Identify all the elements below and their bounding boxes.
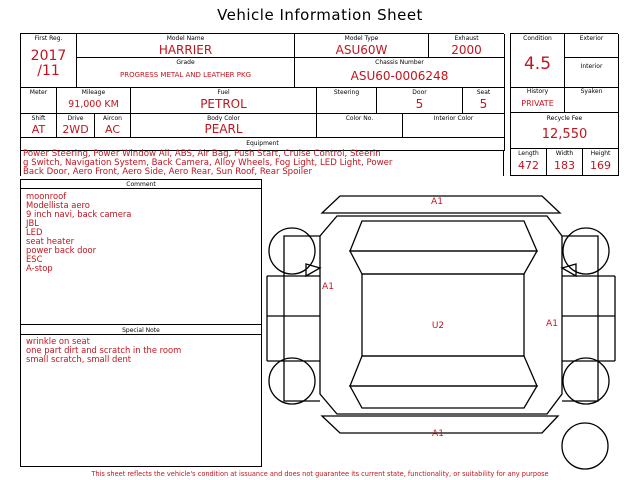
roof-shape — [362, 274, 524, 356]
damage-mark-left: A1 — [322, 282, 334, 292]
drive-cell — [57, 114, 95, 138]
seat-label: Seat — [476, 89, 491, 96]
height-value: 169 — [590, 159, 611, 172]
special-note-line: wrinkle on seat — [26, 336, 90, 346]
model-type-label: Model Type — [344, 35, 379, 42]
condition-table — [510, 33, 618, 87]
drive-value: 2WD — [62, 123, 89, 136]
equipment-box — [20, 150, 504, 176]
shift-value: AT — [31, 123, 46, 136]
door-value: 5 — [415, 97, 424, 111]
recycle-fee-value: 12,550 — [541, 127, 588, 142]
exhaust-label: Exhaust — [454, 35, 479, 42]
history-label: History — [526, 88, 549, 95]
condition-value: 4.5 — [523, 54, 552, 74]
first-reg-label: First Reg. — [34, 35, 63, 42]
damage-mark-rear: A1 — [432, 429, 444, 439]
interior-label: Interior — [580, 63, 603, 70]
body-color-cell — [131, 114, 317, 138]
interior-color-cell — [403, 114, 505, 138]
damage-mark-front: A1 — [431, 197, 443, 207]
rear-left-wheel-icon — [269, 358, 315, 404]
syaken-label: Syaken — [580, 88, 603, 95]
special-note-label: Special Note — [122, 327, 160, 334]
door-label: Door — [412, 89, 427, 96]
damage-mark-roof: U2 — [431, 321, 445, 331]
shift-label: Shift — [31, 115, 46, 122]
trunk-shape — [350, 386, 537, 408]
equipment-line: Back Door, Aero Front, Aero Side, Aero Rear, Sun Roof, Rear Spoiler — [23, 167, 312, 177]
comment-line: LED — [26, 227, 43, 237]
comment-header — [21, 180, 261, 189]
condition-label: Condition — [523, 35, 552, 42]
first-reg-cell — [21, 34, 77, 88]
grade-cell — [77, 58, 295, 88]
fuel-cell — [131, 88, 317, 114]
mileage-value: 91,000 KM — [68, 99, 119, 110]
front-right-wheel-icon — [563, 228, 609, 274]
first-reg-year: 2017 — [30, 48, 67, 64]
seat-cell — [463, 88, 505, 114]
width-value: 183 — [554, 159, 575, 172]
body-color-value: PEARL — [204, 122, 243, 136]
comment-line: seat heater — [26, 236, 75, 246]
special-note-box — [20, 325, 262, 467]
aircon-cell — [95, 114, 131, 138]
width-label: Width — [555, 150, 574, 157]
drive-label: Drive — [67, 115, 84, 122]
model-name-cell — [77, 34, 295, 58]
first-reg-month: /11 — [37, 63, 60, 79]
width-cell — [547, 149, 583, 176]
color-no-label: Color No. — [345, 115, 374, 122]
condition-cell — [511, 34, 565, 88]
hood-shape — [350, 221, 537, 251]
history-value: PRIVATE — [521, 99, 554, 108]
body-outline — [320, 216, 562, 414]
meter-label: Meter — [29, 89, 48, 96]
length-label: Length — [518, 150, 539, 157]
damage-mark-right: A1 — [546, 319, 558, 329]
right-side-outline — [562, 236, 598, 401]
fuel-label: Fuel — [217, 89, 230, 96]
chassis-label: Chassis Number — [375, 59, 424, 66]
door-cell — [377, 88, 463, 114]
exterior-cell — [565, 34, 619, 58]
sheet-title: Vehicle Information Sheet — [217, 6, 423, 24]
exterior-label: Exterior — [579, 35, 604, 42]
interior-color-label: Interior Color — [433, 115, 474, 122]
special-note-line: one part dirt and scratch in the room — [26, 345, 182, 355]
chassis-value: ASU60-0006248 — [350, 69, 449, 83]
comment-line: A-stop — [26, 263, 53, 273]
length-cell — [511, 149, 547, 176]
interior-cell — [565, 58, 619, 88]
equipment-line: Power Steering, Power Window All, ABS, Air Bag, Push Start, Cruise Control, Steerin — [23, 149, 381, 159]
comment-line: 9 inch navi, back camera — [26, 209, 132, 219]
shift-cell — [21, 114, 57, 138]
comment-line: Modellista aero — [26, 200, 90, 210]
aircon-label: Aircon — [103, 115, 122, 122]
syaken-cell — [565, 87, 619, 113]
model-name-label: Model Name — [166, 35, 205, 42]
exhaust-value: 2000 — [451, 43, 482, 57]
comment-line: ESC — [26, 254, 43, 264]
special-note-list — [26, 337, 258, 364]
comment-label: Comment — [126, 181, 156, 188]
steering-cell — [317, 88, 377, 114]
comment-line: power back door — [26, 245, 97, 255]
model-name-value: HARRIER — [158, 43, 213, 57]
disclaimer-footer: This sheet reflects the vehicle's condition at issuance and does not guarantee its current state, functionality, or suitability for any purpose — [91, 470, 549, 478]
recycle-fee-cell — [511, 113, 619, 149]
equipment-label: Equipment — [246, 140, 279, 147]
aircon-value: AC — [104, 123, 120, 136]
length-value: 472 — [518, 159, 539, 172]
history-cell — [511, 87, 565, 113]
recycle-fee-label: Recycle Fee — [546, 115, 583, 122]
mileage-label: Mileage — [81, 89, 106, 96]
special-note-line: small scratch, small dent — [26, 354, 132, 364]
meter-cell — [21, 88, 57, 114]
mileage-cell — [57, 88, 131, 114]
fuel-value: PETROL — [200, 97, 247, 111]
comment-line: moonroof — [26, 191, 67, 201]
seat-value: 5 — [479, 97, 488, 111]
steering-label: Steering — [333, 89, 360, 96]
grade-value: PROGRESS METAL AND LEATHER PKG — [119, 71, 252, 79]
front-left-wheel-icon — [269, 228, 315, 274]
rear-right-wheel-icon — [563, 358, 609, 404]
history-table — [510, 87, 618, 176]
comment-box — [20, 179, 262, 325]
height-cell — [583, 149, 619, 176]
model-type-value: ASU60W — [335, 43, 388, 57]
comment-line: JBL — [26, 218, 39, 228]
comment-list — [26, 192, 258, 273]
special-note-header — [21, 325, 261, 335]
info-table — [20, 33, 504, 150]
chassis-cell — [295, 58, 505, 88]
height-label: Height — [590, 150, 611, 157]
equipment-line: g Switch, Navigation System, Back Camera, Alloy Wheels, Fog Light, LED Light, Power — [23, 158, 393, 168]
exhaust-cell — [429, 34, 505, 58]
model-type-cell — [295, 34, 429, 58]
body-color-label: Body Color — [207, 115, 240, 122]
grade-label: Grade — [176, 59, 195, 66]
spare-wheel-icon — [562, 423, 608, 469]
car-damage-diagram — [262, 176, 622, 470]
color-no-cell — [317, 114, 403, 138]
